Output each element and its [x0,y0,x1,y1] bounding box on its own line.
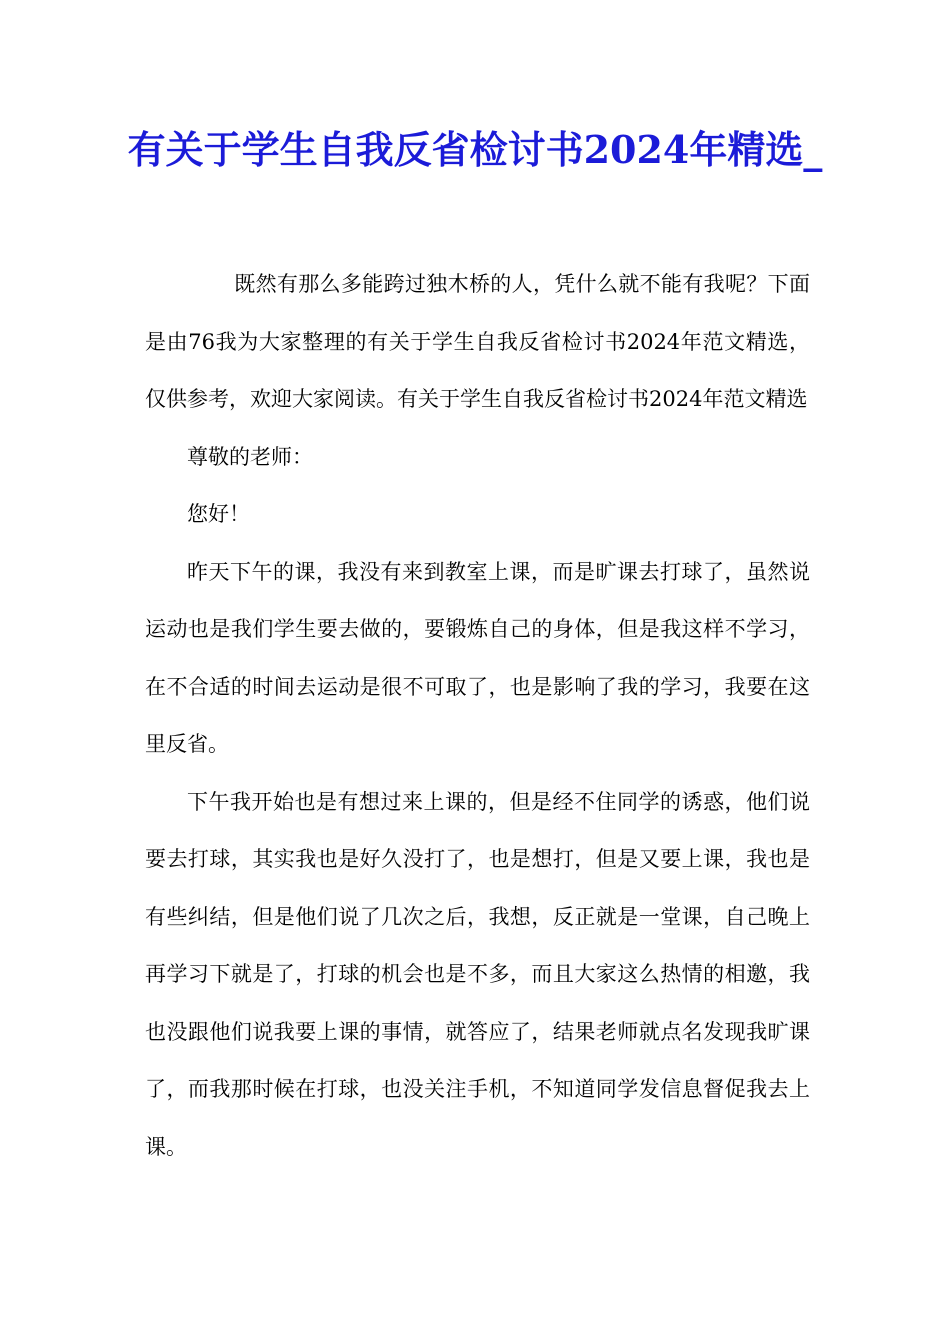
greeting: 您好！ [187,502,250,526]
document-title: 有关于学生自我反省检讨书2024年精选_ [127,127,823,172]
body-paragraph-1: 昨天下午的课，我没有来到教室上课，而是旷课去打球了，虽然说运动也是我们学生要去做的，要锻炼自己的身体，但是我这样不学习，在不合适的时间去运动是很不可取了，也是影响了我的学习，我要在这里反省。 [145,559,810,756]
intro-paragraph: 既然有那么多能跨过独木桥的人，凭什么就不能有我呢？下面是由76我为大家整理的有关于学生自我反省检讨书2024年范文精选，仅供参考，欢迎大家阅读。有关于学生自我反省检讨书2024年范文精选 [145,272,810,411]
document-body [145,256,810,1176]
salutation: 尊敬的老师： [187,444,313,469]
body-paragraph-2: 下午我开始也是有想过来上课的，但是经不住同学的诱惑，他们说要去打球，其实我也是好久没打了，也是想打，但是又要上课，我也是有些纠结，但是他们说了几次之后，我想，反正就是一堂课，自己晚上再学习下就是了，打球的机会也是不多，而且大家这么热情的相邀，我也没跟他们说我要上课的事情，就答应了，结果老师就点名发现我旷课了，而我那时候在打球，也没关注手机，不知道同学发信息督促我去上课。 [145,789,810,1159]
